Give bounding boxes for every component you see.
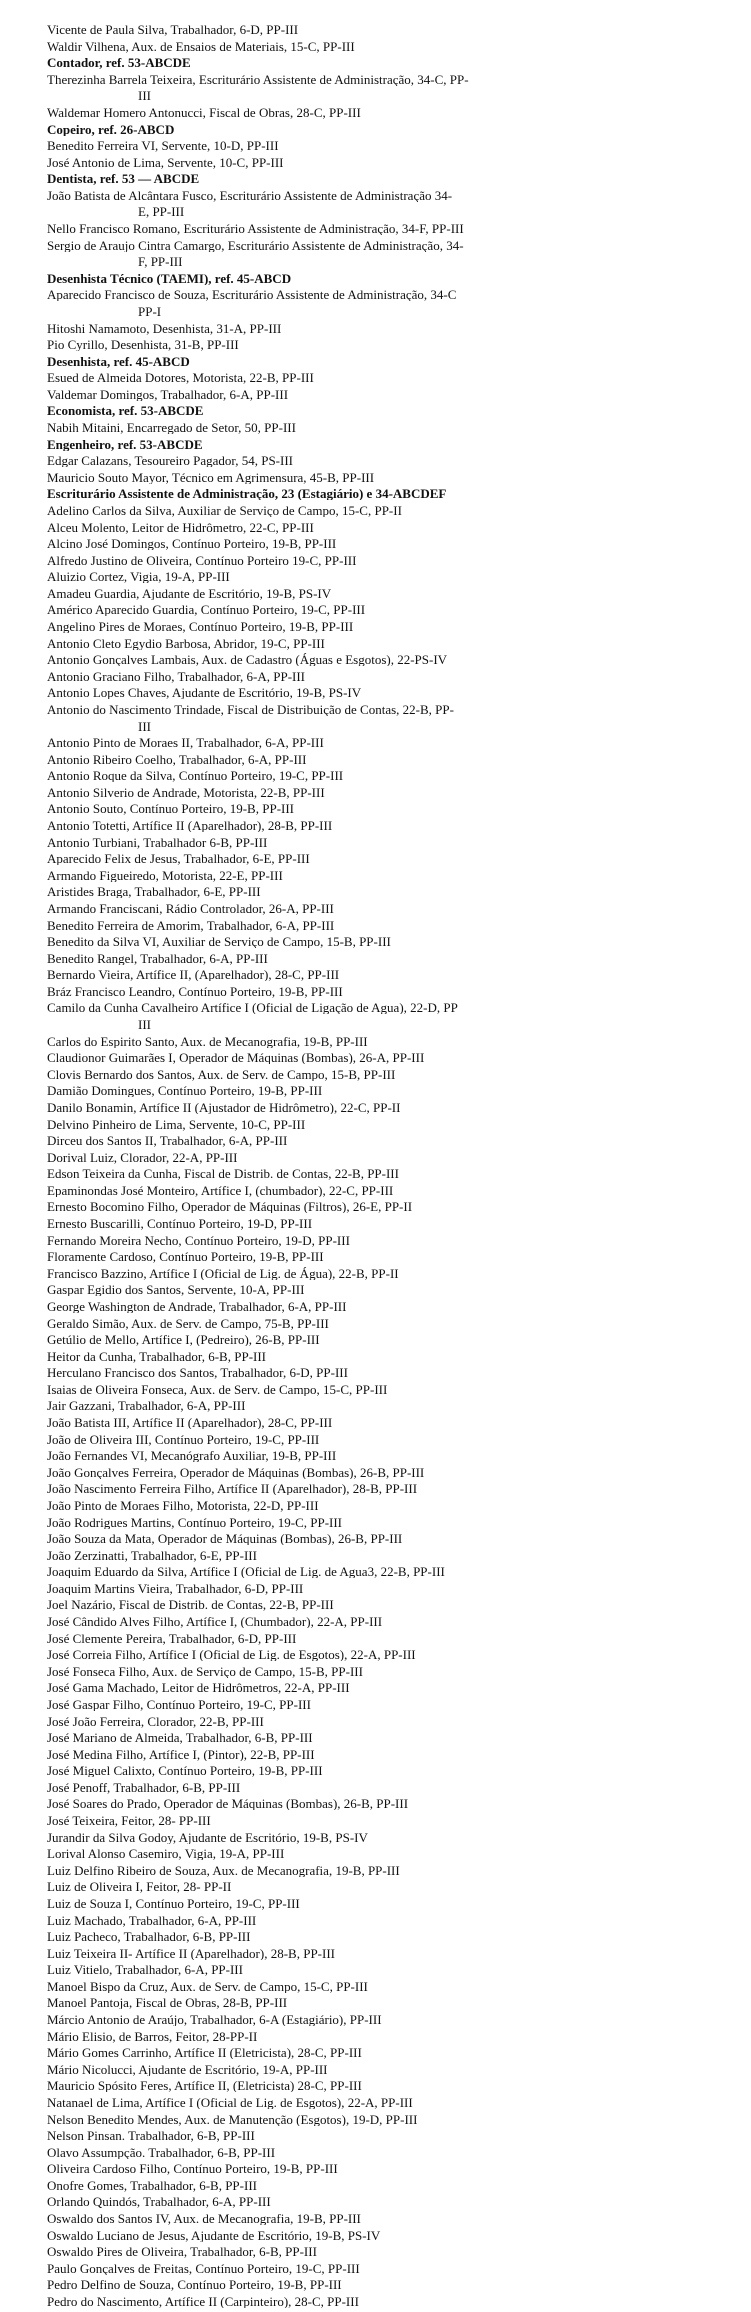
- staff-entry: Isaias de Oliveira Fonseca, Aux. de Serv. de Campo, 15-C, PP-III: [47, 1383, 388, 1396]
- staff-entry: Orlando Quindós, Trabalhador, 6-A, PP-III: [47, 2195, 271, 2208]
- staff-entry: Paulo Gonçalves de Freitas, Contínuo Porteiro, 19-C, PP-III: [47, 2262, 360, 2275]
- staff-entry: José Penoff, Trabalhador, 6-B, PP-III: [47, 1781, 241, 1794]
- staff-entry: Carlos do Espirito Santo, Aux. de Mecanografia, 19-B, PP-III: [47, 1035, 368, 1048]
- section-heading: Desenhista Técnico (TAEMI), ref. 45-ABCD: [47, 272, 292, 285]
- staff-entry: Antonio Lopes Chaves, Ajudante de Escritório, 19-B, PS-IV: [47, 686, 362, 699]
- staff-entry: Onofre Gomes, Trabalhador, 6-B, PP-III: [47, 2179, 257, 2192]
- section-heading: Economista, ref. 53-ABCDE: [47, 404, 204, 417]
- staff-entry: Luiz Vitielo, Trabalhador, 6-A, PP-III: [47, 1963, 243, 1976]
- entry-continuation: F, PP-III: [138, 255, 183, 268]
- section-heading: Copeiro, ref. 26-ABCD: [47, 123, 175, 136]
- staff-entry: João Zerzinatti, Trabalhador, 6-E, PP-III: [47, 1549, 257, 1562]
- staff-entry: George Washington de Andrade, Trabalhador, 6-A, PP-III: [47, 1300, 347, 1313]
- staff-entry: Luiz de Souza I, Contínuo Porteiro, 19-C, PP-III: [47, 1897, 300, 1910]
- entry-continuation: PP-I: [138, 305, 162, 318]
- entry-continuation: III: [138, 89, 151, 102]
- staff-entry: Manoel Bispo da Cruz, Aux. de Serv. de Campo, 15-C, PP-III: [47, 1980, 368, 1993]
- staff-entry: Antonio Silverio de Andrade, Motorista, 22-B, PP-III: [47, 786, 325, 799]
- staff-entry: Edson Teixeira da Cunha, Fiscal de Distrib. de Contas, 22-B, PP-III: [47, 1167, 399, 1180]
- staff-entry: José Cândido Alves Filho, Artífice I, (Chumbador), 22-A, PP-III: [47, 1615, 383, 1628]
- staff-entry: João Nascimento Ferreira Filho, Artífice II (Aparelhador), 28-B, PP-III: [47, 1482, 418, 1495]
- staff-entry: Oswaldo dos Santos IV, Aux. de Mecanografia, 19-B, PP-III: [47, 2212, 361, 2225]
- staff-entry: José Correia Filho, Artífice I (Oficial de Lig. de Esgotos), 22-A, PP-III: [47, 1648, 416, 1661]
- staff-entry: Damião Domingues, Contínuo Porteiro, 19-B, PP-III: [47, 1084, 323, 1097]
- staff-entry: Francisco Bazzino, Artífice I (Oficial de Lig. de Água), 22-B, PP-II: [47, 1267, 399, 1280]
- staff-entry: Luiz Machado, Trabalhador, 6-A, PP-III: [47, 1914, 257, 1927]
- staff-entry: Dirceu dos Santos II, Trabalhador, 6-A, PP-III: [47, 1134, 288, 1147]
- staff-entry: José Gama Machado, Leitor de Hidrômetros, 22-A, PP-III: [47, 1681, 350, 1694]
- staff-entry: Alcino José Domingos, Contínuo Porteiro, 19-B, PP-III: [47, 537, 337, 550]
- staff-entry: Benedito Ferreira VI, Servente, 10-D, PP-III: [47, 139, 279, 152]
- staff-entry: Delvino Pinheiro de Lima, Servente, 10-C, PP-III: [47, 1118, 306, 1131]
- staff-entry: José Soares do Prado, Operador de Máquinas (Bombas), 26-B, PP-III: [47, 1797, 409, 1810]
- staff-entry: Alfredo Justino de Oliveira, Contínuo Porteiro 19-C, PP-III: [47, 554, 357, 567]
- staff-entry: Adelino Carlos da Silva, Auxiliar de Serviço de Campo, 15-C, PP-II: [47, 504, 402, 517]
- section-heading: Contador, ref. 53-ABCDE: [47, 56, 191, 69]
- staff-entry: Lorival Alonso Casemiro, Vigia, 19-A, PP-III: [47, 1847, 285, 1860]
- staff-entry: João Batista de Alcântara Fusco, Escriturário Assistente de Administração 34-: [47, 189, 453, 202]
- staff-entry: Benedito Rangel, Trabalhador, 6-A, PP-III: [47, 952, 268, 965]
- section-heading: Escriturário Assistente de Administração, 23 (Estagiário) e 34-ABCDEF: [47, 487, 447, 500]
- staff-entry: Joaquim Martins Vieira, Trabalhador, 6-D, PP-III: [47, 1582, 304, 1595]
- staff-entry: Hitoshi Namamoto, Desenhista, 31-A, PP-III: [47, 322, 282, 335]
- staff-entry: José Antonio de Lima, Servente, 10-C, PP-III: [47, 156, 284, 169]
- staff-entry: Antonio Souto, Contínuo Porteiro, 19-B, PP-III: [47, 802, 295, 815]
- staff-entry: Danilo Bonamin, Artífice II (Ajustador de Hidrômetro), 22-C, PP-II: [47, 1101, 401, 1114]
- staff-entry: José João Ferreira, Clorador, 22-B, PP-III: [47, 1715, 264, 1728]
- staff-entry: Clovis Bernardo dos Santos, Aux. de Serv. de Campo, 15-B, PP-III: [47, 1068, 396, 1081]
- section-heading: Dentista, ref. 53 — ABCDE: [47, 172, 200, 185]
- staff-entry: Aristides Braga, Trabalhador, 6-E, PP-III: [47, 885, 261, 898]
- staff-entry: Esued de Almeida Dotores, Motorista, 22-B, PP-III: [47, 371, 314, 384]
- staff-entry: Luiz de Oliveira I, Feitor, 28- PP-II: [47, 1880, 232, 1893]
- staff-entry: Aluizio Cortez, Vigia, 19-A, PP-III: [47, 570, 230, 583]
- staff-entry: João Fernandes VI, Mecanógrafo Auxiliar, 19-B, PP-III: [47, 1449, 337, 1462]
- staff-entry: Geraldo Simão, Aux. de Serv. de Campo, 75-B, PP-III: [47, 1317, 329, 1330]
- staff-entry: Nello Francisco Romano, Escriturário Assistente de Administração, 34-F, PP-III: [47, 222, 464, 235]
- staff-entry: José Medina Filho, Artífice I, (Pintor), 22-B, PP-III: [47, 1748, 315, 1761]
- staff-entry: Oliveira Cardoso Filho, Contínuo Porteiro, 19-B, PP-III: [47, 2162, 338, 2175]
- staff-entry: João Souza da Mata, Operador de Máquinas (Bombas), 26-B, PP-III: [47, 1532, 403, 1545]
- staff-entry: Aparecido Francisco de Souza, Escriturário Assistente de Administração, 34-C: [47, 288, 457, 301]
- staff-entry: Oswaldo Pires de Oliveira, Trabalhador, 6-B, PP-III: [47, 2245, 317, 2258]
- staff-entry: Ernesto Buscarilli, Contínuo Porteiro, 19-D, PP-III: [47, 1217, 313, 1230]
- staff-entry: Mauricio Spósito Feres, Artífice II, (Eletricista) 28-C, PP-III: [47, 2079, 362, 2092]
- staff-entry: Mauricio Souto Mayor, Técnico em Agrimensura, 45-B, PP-III: [47, 471, 375, 484]
- staff-entry: Nelson Benedito Mendes, Aux. de Manutenção (Esgotos), 19-D, PP-III: [47, 2113, 418, 2126]
- staff-entry: Vicente de Paula Silva, Trabalhador, 6-D, PP-III: [47, 23, 299, 36]
- staff-entry: Nelson Pinsan. Trabalhador, 6-B, PP-III: [47, 2129, 255, 2142]
- staff-entry: Camilo da Cunha Cavalheiro Artífice I (Oficial de Ligação de Agua), 22-D, PP: [47, 1001, 458, 1014]
- staff-entry: Antonio Roque da Silva, Contínuo Porteiro, 19-C, PP-III: [47, 769, 344, 782]
- staff-entry: Sergio de Araujo Cintra Camargo, Escriturário Assistente de Administração, 34-: [47, 239, 464, 252]
- staff-entry: Alceu Molento, Leitor de Hidrômetro, 22-C, PP-III: [47, 521, 314, 534]
- staff-entry: Dorival Luiz, Clorador, 22-A, PP-III: [47, 1151, 238, 1164]
- staff-entry: Pedro Delfino de Souza, Contínuo Porteiro, 19-B, PP-III: [47, 2278, 342, 2291]
- staff-entry: Márcio Antonio de Araújo, Trabalhador, 6-A (Estagiário), PP-III: [47, 2013, 382, 2026]
- staff-entry: Antonio Totetti, Artífice II (Aparelhador), 28-B, PP-III: [47, 819, 333, 832]
- staff-entry: Natanael de Lima, Artífice I (Oficial de Lig. de Esgotos), 22-A, PP-III: [47, 2096, 413, 2109]
- staff-entry: José Clemente Pereira, Trabalhador, 6-D, PP-III: [47, 1632, 297, 1645]
- staff-entry: Bernardo Vieira, Artífice II, (Aparelhador), 28-C, PP-III: [47, 968, 340, 981]
- staff-entry: Luiz Pacheco, Trabalhador, 6-B, PP-III: [47, 1930, 251, 1943]
- entry-continuation: III: [138, 720, 151, 733]
- staff-entry: Jurandir da Silva Godoy, Ajudante de Escritório, 19-B, PS-IV: [47, 1831, 368, 1844]
- staff-entry: João Gonçalves Ferreira, Operador de Máquinas (Bombas), 26-B, PP-III: [47, 1466, 425, 1479]
- staff-entry: Amadeu Guardia, Ajudante de Escritório, 19-B, PS-IV: [47, 587, 332, 600]
- entry-continuation: III: [138, 1018, 151, 1031]
- staff-entry: João Rodrigues Martins, Contínuo Porteiro, 19-C, PP-III: [47, 1516, 343, 1529]
- staff-entry: Antonio Ribeiro Coelho, Trabalhador, 6-A, PP-III: [47, 753, 307, 766]
- staff-entry: Herculano Francisco dos Santos, Trabalhador, 6-D, PP-III: [47, 1366, 348, 1379]
- staff-entry: Claudionor Guimarães I, Operador de Máquinas (Bombas), 26-A, PP-III: [47, 1051, 425, 1064]
- staff-entry: Floramente Cardoso, Contínuo Porteiro, 19-B, PP-III: [47, 1250, 324, 1263]
- staff-entry: Getúlio de Mello, Artífice I, (Pedreiro), 26-B, PP-III: [47, 1333, 320, 1346]
- staff-entry: João de Oliveira III, Contínuo Porteiro, 19-C, PP-III: [47, 1433, 320, 1446]
- staff-entry: Mário Gomes Carrinho, Artífice II (Eletricista), 28-C, PP-III: [47, 2046, 362, 2059]
- staff-entry: Pio Cyrillo, Desenhista, 31-B, PP-III: [47, 338, 239, 351]
- staff-entry: Fernando Moreira Necho, Contínuo Porteiro, 19-D, PP-III: [47, 1234, 350, 1247]
- staff-entry: Antonio Pinto de Moraes II, Trabalhador, 6-A, PP-III: [47, 736, 324, 749]
- staff-entry: Therezinha Barrela Teixeira, Escriturário Assistente de Administração, 34-C, PP-: [47, 73, 469, 86]
- staff-entry: Antonio Graciano Filho, Trabalhador, 6-A, PP-III: [47, 670, 306, 683]
- staff-entry: Antonio Gonçalves Lambais, Aux. de Cadastro (Águas e Esgotos), 22-PS-IV: [47, 653, 448, 666]
- staff-entry: José Miguel Calixto, Contínuo Porteiro, 19-B, PP-III: [47, 1764, 323, 1777]
- staff-entry: Angelino Pires de Moraes, Contínuo Porteiro, 19-B, PP-III: [47, 620, 354, 633]
- staff-entry: Antonio Cleto Egydio Barbosa, Abridor, 19-C, PP-III: [47, 637, 325, 650]
- staff-entry: Benedito Ferreira de Amorim, Trabalhador, 6-A, PP-III: [47, 919, 335, 932]
- staff-entry: Armando Franciscani, Rádio Controlador, 26-A, PP-III: [47, 902, 334, 915]
- staff-entry: Bráz Francisco Leandro, Contínuo Porteiro, 19-B, PP-III: [47, 985, 343, 998]
- staff-entry: José Fonseca Filho, Aux. de Serviço de Campo, 15-B, PP-III: [47, 1665, 363, 1678]
- staff-entry: Waldir Vilhena, Aux. de Ensaios de Materiais, 15-C, PP-III: [47, 40, 355, 53]
- entry-continuation: E, PP-III: [138, 205, 185, 218]
- staff-entry: Edgar Calazans, Tesoureiro Pagador, 54, PS-III: [47, 454, 293, 467]
- staff-entry: Manoel Pantoja, Fiscal de Obras, 28-B, PP-III: [47, 1996, 288, 2009]
- staff-entry: José Mariano de Almeida, Trabalhador, 6-B, PP-III: [47, 1731, 313, 1744]
- staff-entry: Luiz Delfino Ribeiro de Souza, Aux. de Mecanografia, 19-B, PP-III: [47, 1864, 400, 1877]
- staff-entry: Mário Elisio, de Barros, Feitor, 28-PP-II: [47, 2030, 258, 2043]
- staff-entry: Antonio do Nascimento Trindade, Fiscal de Distribuição de Contas, 22-B, PP-: [47, 703, 454, 716]
- staff-entry: Epaminondas José Monteiro, Artífice I, (chumbador), 22-C, PP-III: [47, 1184, 394, 1197]
- staff-entry: Armando Figueiredo, Motorista, 22-E, PP-III: [47, 869, 283, 882]
- staff-entry: Américo Aparecido Guardia, Contínuo Porteiro, 19-C, PP-III: [47, 603, 366, 616]
- staff-entry: Oswaldo Luciano de Jesus, Ajudante de Escritório, 19-B, PS-IV: [47, 2229, 381, 2242]
- staff-entry: Nabih Mitaini, Encarregado de Setor, 50, PP-III: [47, 421, 296, 434]
- staff-entry: Mário Nicolucci, Ajudante de Escritório, 19-A, PP-III: [47, 2063, 328, 2076]
- staff-entry: Waldemar Homero Antonucci, Fiscal de Obras, 28-C, PP-III: [47, 106, 361, 119]
- staff-entry: Heitor da Cunha, Trabalhador, 6-B, PP-III: [47, 1350, 267, 1363]
- staff-entry: Joaquim Eduardo da Silva, Artífice I (Oficial de Lig. de Agua3, 22-B, PP-III: [47, 1565, 445, 1578]
- staff-entry: Luiz Teixeira II- Artífice II (Aparelhador), 28-B, PP-III: [47, 1947, 335, 1960]
- staff-entry: Aparecido Felix de Jesus, Trabalhador, 6-E, PP-III: [47, 852, 310, 865]
- staff-entry: Jair Gazzani, Trabalhador, 6-A, PP-III: [47, 1399, 246, 1412]
- staff-entry: Gaspar Egidio dos Santos, Servente, 10-A, PP-III: [47, 1283, 305, 1296]
- staff-entry: Benedito da Silva VI, Auxiliar de Serviço de Campo, 15-B, PP-III: [47, 935, 391, 948]
- section-heading: Engenheiro, ref. 53-ABCDE: [47, 438, 203, 451]
- staff-entry: Ernesto Bocomino Filho, Operador de Máquinas (Filtros), 26-E, PP-II: [47, 1200, 413, 1213]
- staff-entry: José Gaspar Filho, Contínuo Porteiro, 19-C, PP-III: [47, 1698, 311, 1711]
- staff-entry: José Teixeira, Feitor, 28- PP-III: [47, 1814, 211, 1827]
- staff-entry: João Batista III, Artífice II (Aparelhador), 28-C, PP-III: [47, 1416, 333, 1429]
- staff-entry: Olavo Assumpção. Trabalhador, 6-B, PP-III: [47, 2146, 276, 2159]
- staff-entry: João Pinto de Moraes Filho, Motorista, 22-D, PP-III: [47, 1499, 319, 1512]
- staff-entry: Joel Nazário, Fiscal de Distrib. de Contas, 22-B, PP-III: [47, 1598, 334, 1611]
- staff-entry: Pedro do Nascimento, Artífice II (Carpinteiro), 28-C, PP-III: [47, 2295, 359, 2308]
- staff-entry: Antonio Turbiani, Trabalhador 6-B, PP-III: [47, 836, 268, 849]
- staff-entry: Valdemar Domingos, Trabalhador, 6-A, PP-III: [47, 388, 289, 401]
- section-heading: Desenhista, ref. 45-ABCD: [47, 355, 190, 368]
